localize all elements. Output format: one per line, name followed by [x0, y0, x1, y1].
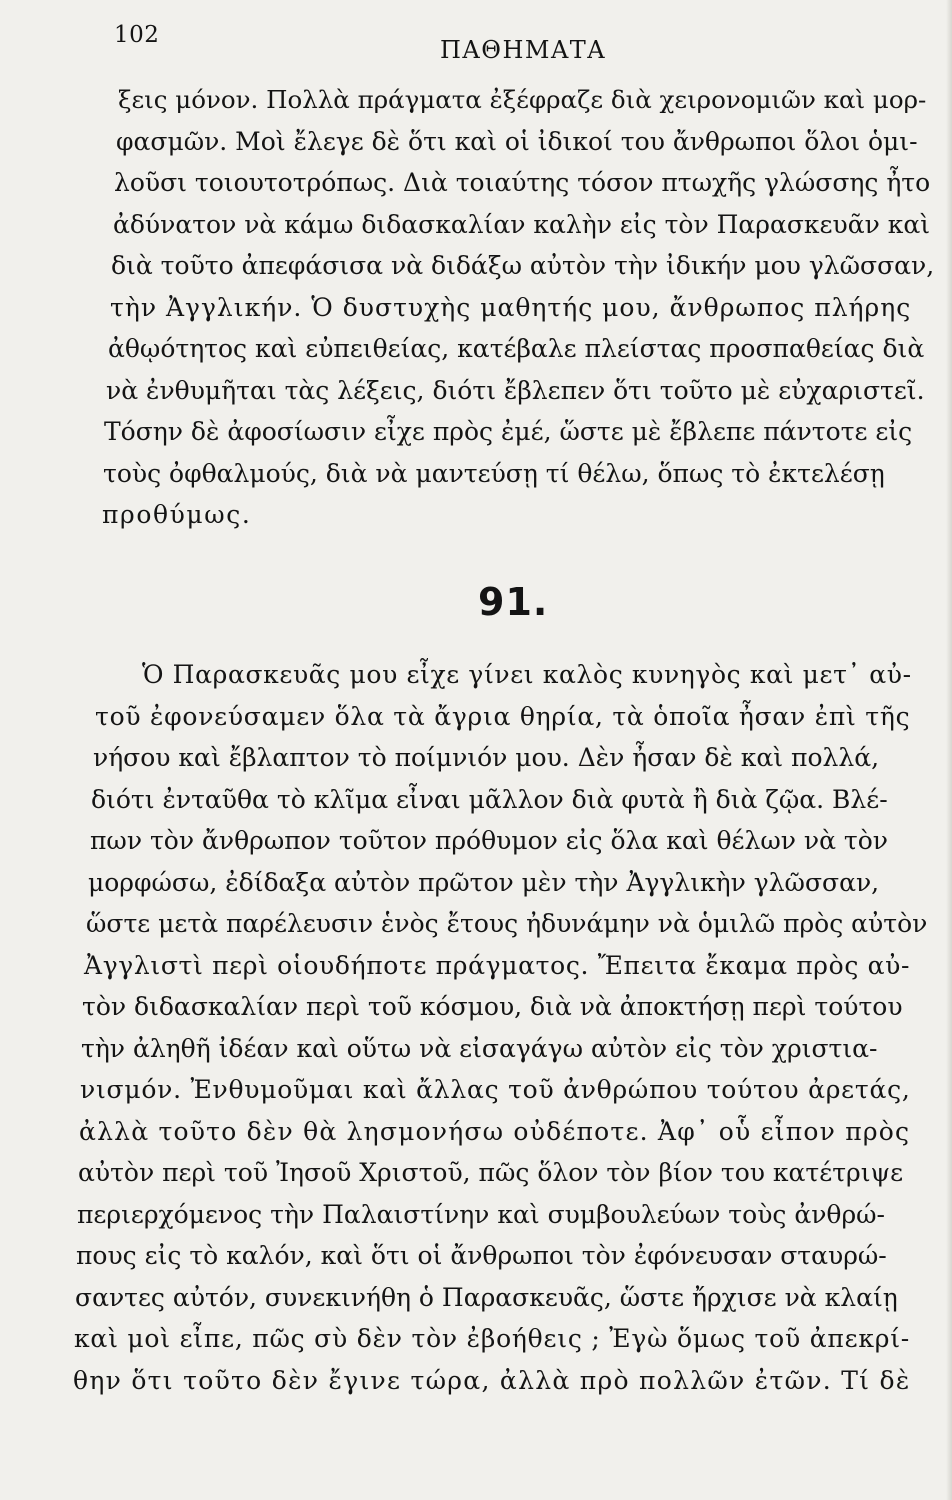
text-line: πους εἰς τὸ καλόν, καὶ ὅτι οἱ ἄνθρωποι τὸν ἐφόνευσαν σταυρώ- [76, 1241, 887, 1270]
text-line: τὴν ἀληθῆ ἰδέαν καὶ οὕτω νὰ εἰσαγάγω αὐτὸν εἰς τὸν χριστια- [81, 1034, 878, 1063]
text-line: καὶ μοὶ εἶπε, πῶς σὺ δὲν τὸν ἐβοήθεις ; Ἐγὼ ὅμως τοῦ ἀπεκρί- [74, 1324, 911, 1353]
text-line: περιερχόμενος τὴν Παλαιστίνην καὶ συμβουλεύων τοὺς ἀνθρώ- [77, 1200, 885, 1229]
text-line: ξεις μόνον. Πολλὰ πράγματα ἐξέφραζε διὰ χειρονομιῶν καὶ μορ- [118, 85, 927, 114]
text-line: διὰ τοῦτο ἀπεφάσισα νὰ διδάξω αὐτὸν τὴν ἰδικήν μου γλῶσσαν, [111, 251, 935, 280]
text-line: μορφώσω, ἐδίδαξα αὐτὸν πρῶτον μὲν τὴν Ἀγγλικὴν γλῶσσαν, [88, 868, 880, 897]
text-line: τοῦ ἐφονεύσαμεν ὅλα τὰ ἄγρια θηρία, τὰ ὁποῖα ἦσαν ἐπὶ τῆς [95, 702, 911, 731]
text-line: νὰ ἐνθυμῆται τὰς λέξεις, διότι ἔβλεπεν ὅτι τοῦτο μὲ εὐχαριστεῖ. [106, 376, 925, 405]
page-number: 102 [114, 22, 160, 48]
text-line: νήσου καὶ ἔβλαπτον τὸ ποίμνιόν μου. Δὲν ἦσαν δὲ καὶ πολλά, [93, 743, 880, 772]
page-edge-shadow [946, 0, 952, 1500]
text-line: Ἀγγλιστὶ περὶ οἱουδήποτε πράγματος. Ἔπειτα ἔκαμα πρὸς αὐ- [84, 951, 911, 980]
text-line: Τόσην δὲ ἀφοσίωσιν εἶχε πρὸς ἐμέ, ὥστε μὲ ἔβλεπε πάντοτε εἰς [104, 417, 913, 446]
text-line: τὸν διδασκαλίαν περὶ τοῦ κόσμου, διὰ νὰ ἀποκτήσῃ περὶ τούτου [82, 992, 903, 1021]
text-line: σαντες αὐτόν, συνεκινήθη ὁ Παρασκευᾶς, ὥστε ἤρχισε νὰ κλαίῃ [75, 1283, 898, 1312]
text-line: θην ὅτι τοῦτο δὲν ἔγινε τώρα, ἀλλὰ πρὸ πολλῶν ἐτῶν. Τί δὲ [73, 1366, 911, 1395]
text-line: τοὺς ὀφθαλμούς, διὰ νὰ μαντεύσῃ τί θέλω, ὅπως τὸ ἐκτελέσῃ [103, 459, 885, 488]
text-line: νισμόν. Ἐνθυμοῦμαι καὶ ἄλλας τοῦ ἀνθρώπου τούτου ἀρετάς, [80, 1075, 911, 1104]
text-line: Ὁ Παρασκευᾶς μου εἶχε γίνει καλὸς κυνηγὸς καὶ μετ᾽ αὐ- [142, 660, 912, 689]
text-line: ὥστε μετὰ παρέλευσιν ἑνὸς ἔτους ἠδυνάμην νὰ ὁμιλῶ πρὸς αὐτὸν [86, 909, 928, 938]
text-line: προθύμως. [102, 500, 252, 529]
text-line: τὴν Ἀγγλικήν. Ὁ δυστυχὴς μαθητής μου, ἄνθρωπος πλήρης [110, 293, 912, 322]
text-line: ἀθῳότητος καὶ εὐπειθείας, κατέβαλε πλείστας προσπαθείας διὰ [108, 334, 925, 363]
running-title: ΠΑΘΗΜΑΤΑ [440, 36, 607, 64]
text-line: αὐτὸν περὶ τοῦ Ἰησοῦ Χριστοῦ, πῶς ὅλον τὸν βίον του κατέτριψε [78, 1158, 904, 1187]
text-line: πων τὸν ἄνθρωπον τοῦτον πρόθυμον εἰς ὅλα καὶ θέλων νὰ τὸν [90, 826, 888, 855]
text-line: ἀδύνατον νὰ κάμω διδασκαλίαν καλὴν εἰς τὸν Παρασκευᾶν καὶ [113, 210, 931, 239]
text-line: ἀλλὰ τοῦτο δὲν θὰ λησμονήσω οὐδέποτε. Ἀφ᾽ οὗ εἶπον πρὸς [79, 1117, 911, 1146]
text-line: φασμῶν. Μοὶ ἔλεγε δὲ ὅτι καὶ οἱ ἰδικοί του ἄνθρωποι ὅλοι ὁμι- [116, 127, 918, 156]
text-line: διότι ἐνταῦθα τὸ κλῖμα εἶναι μᾶλλον διὰ φυτὰ ἢ διὰ ζῷα. Βλέ- [91, 785, 888, 814]
section-number: 91. [478, 580, 549, 624]
text-line: λοῦσι τοιουτοτρόπως. Διὰ τοιαύτης τόσον πτωχῆς γλώσσης ἦτο [114, 168, 931, 197]
